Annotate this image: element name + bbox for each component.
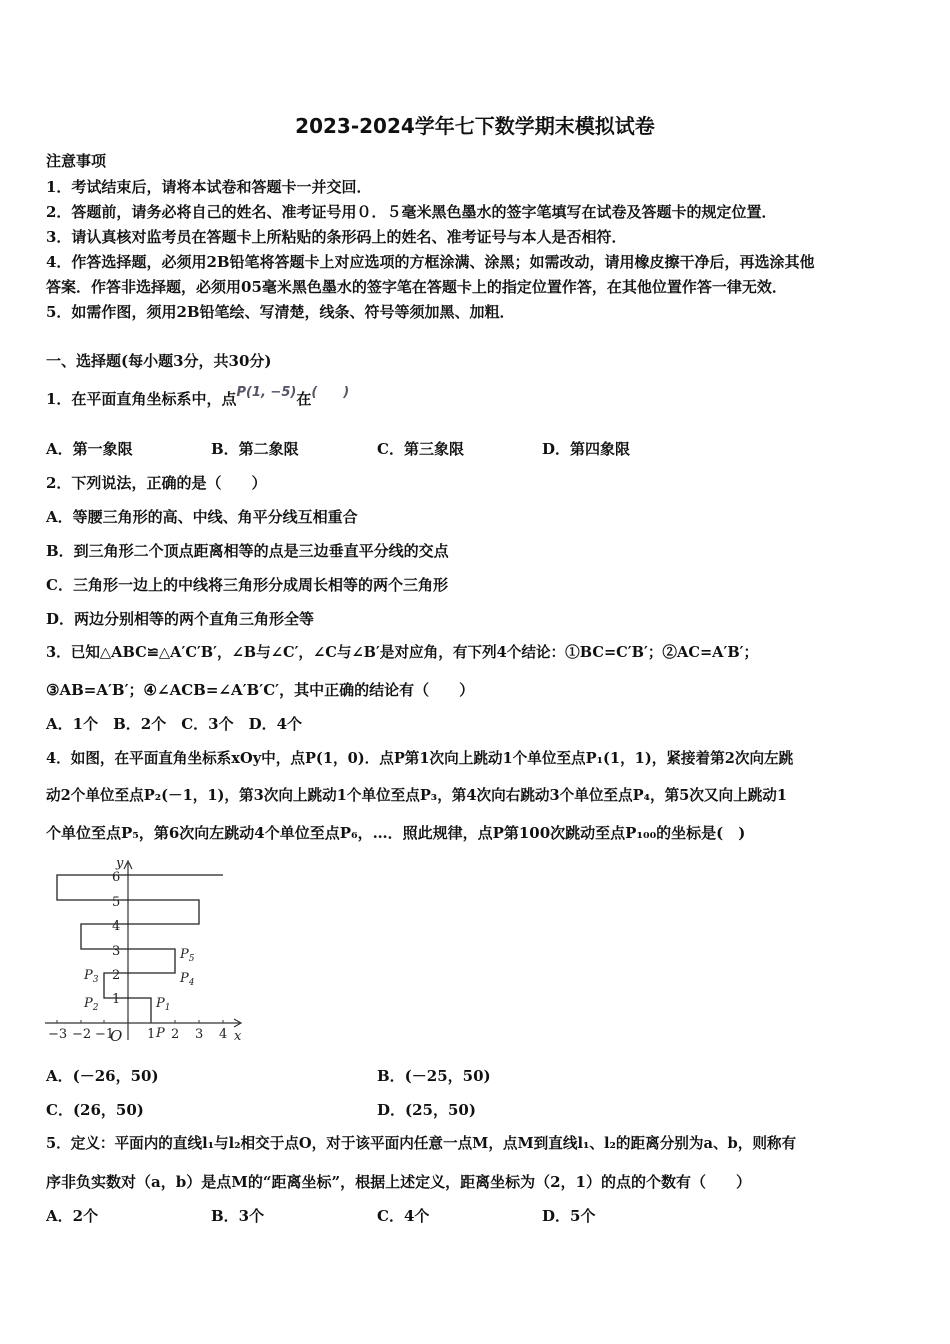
- point-label: $P_4$: [180, 971, 195, 988]
- point-label: $P_1$: [156, 996, 171, 1013]
- question-4-line-2: 动2个单位至点P₂(－1，1)，第3次向上跳动1个单位至点P₃，第4次向右跳动3个单位至点P₄，第5次又向上跳动1: [46, 787, 788, 804]
- option-a: A．第一象限: [46, 440, 133, 458]
- notice-item: 4．作答选择题，必须用2B铅笔将答题卡上对应选项的方框涂满、涂黑；如需改动，请用橡皮擦干净后，再选涂其他: [46, 253, 815, 271]
- page-title: 2023-2024学年七下数学期末模拟试卷: [295, 114, 655, 138]
- question-4-line-3: 个单位至点P₅，第6次向左跳动4个单位至点P₆，…．照此规律，点P第100次跳动至点P₁₀₀的坐标是( ): [46, 824, 746, 842]
- answer-paren: ( ): [311, 385, 350, 400]
- y-tick-label: 4: [112, 919, 121, 934]
- x-tick-label: 4: [219, 1027, 228, 1042]
- point-formula: P(1, −5): [236, 385, 297, 400]
- question-1-mid: 在: [296, 390, 312, 408]
- y-tick-label: 3: [112, 944, 121, 959]
- y-tick-label: 2: [112, 968, 121, 983]
- option-b: B．到三角形二个顶点距离相等的点是三边垂直平分线的交点: [46, 542, 449, 560]
- notice-item: 1．考试结束后，请将本试卷和答题卡一并交回．: [46, 178, 372, 196]
- option-a: A．等腰三角形的高、中线、角平分线互相重合: [46, 508, 358, 526]
- question-3-line-1: 3．已知△ABC≌△A′C′B′，∠B与∠C′，∠C与∠B′是对应角，有下列4个结论：①BC=C′B′；②AC=A′B′；: [46, 644, 759, 661]
- y-tick-label: 1: [112, 992, 121, 1007]
- y-tick-label: 5: [112, 895, 121, 910]
- option-d: D．两边分别相等的两个直角三角形全等: [46, 610, 315, 628]
- jump-path: [57, 875, 223, 1023]
- x-tick-label: −2: [72, 1027, 92, 1042]
- point-label: $P_2$: [84, 996, 99, 1013]
- notice-item: 答案．作答非选择题，必须用05毫米黑色墨水的签字笔在答题卡上的指定位置作答，在其他位置作答一律无效．: [46, 278, 787, 296]
- section-heading: 一、选择题(每小题3分，共30分): [46, 352, 272, 370]
- question-3-line-2: ③AB=A′B′；④∠ACB=∠A′B′C′，其中正确的结论有（ ）: [46, 681, 475, 699]
- y-axis-label: y: [116, 856, 124, 871]
- x-tick-label: 2: [171, 1027, 180, 1042]
- notice-item: 5．如需作图，须用2B铅笔绘、写清楚，线条、符号等须加黑、加粗．: [46, 303, 515, 321]
- notice-item: 2．答题前，请务必将自己的姓名、准考证号用０．５毫米黑色墨水的签字笔填写在试卷及答题卡的规定位置．: [46, 203, 777, 221]
- question-5-line-1: 5．定义：平面内的直线l₁与l₂相交于点O，对于该平面内任意一点M，点M到直线l₁、l₂的距离分别为a、b，则称有: [46, 1135, 797, 1152]
- notice-item: 3．请认真核对监考员在答题卡上所粘贴的条形码上的姓名、准考证号与本人是否相符．: [46, 228, 627, 246]
- question-1: [46, 385, 350, 410]
- option-b: B．第二象限: [211, 440, 299, 458]
- point-label: $P_3$: [84, 968, 99, 985]
- question-5-line-2: 序非负实数对（a，b）是点M的“距离坐标”，根据上述定义，距离坐标为（2，1）的点的个数有（ ）: [46, 1173, 751, 1191]
- coordinate-figure: [40, 855, 255, 1050]
- x-tick-label: −1: [95, 1027, 115, 1042]
- question-4-line-1: 4．如图，在平面直角坐标系xOy中，点P(1，0)．点P第1次向上跳动1个单位至点P₁(1，1)，紧接着第2次向左跳: [46, 750, 794, 767]
- x-tick-label: 3: [195, 1027, 204, 1042]
- option-d: D．(25，50): [377, 1101, 476, 1119]
- option-c: C．4个: [377, 1207, 430, 1225]
- option-c: C．三角形一边上的中线将三角形分成周长相等的两个三角形: [46, 576, 448, 594]
- x-axis-label: x: [234, 1029, 242, 1044]
- option-b: B．3个: [211, 1207, 265, 1225]
- option-d: D．第四象限: [542, 440, 631, 458]
- question-3-options: A．1个 B．2个 C．3个 D．4个: [46, 715, 303, 733]
- point-label: P: [156, 1026, 165, 1041]
- option-c: C．(26，50): [46, 1101, 144, 1119]
- question-2: 2．下列说法，正确的是（ ）: [46, 474, 267, 492]
- x-tick-label: −3: [48, 1027, 68, 1042]
- notice-heading: 注意事项: [46, 152, 107, 170]
- option-d: D．5个: [542, 1207, 596, 1225]
- point-label: $P_5$: [180, 947, 195, 964]
- option-b: B．(－25，50): [377, 1067, 491, 1085]
- question-1-prefix: 1．在平面直角坐标系中，点: [46, 390, 237, 408]
- origin-label: O: [110, 1027, 123, 1045]
- y-tick-label: 6: [112, 870, 121, 885]
- option-c: C．第三象限: [377, 440, 464, 458]
- x-tick-label: 1: [147, 1027, 156, 1042]
- option-a: A．2个: [46, 1207, 99, 1225]
- option-a: A．(－26，50): [46, 1067, 159, 1085]
